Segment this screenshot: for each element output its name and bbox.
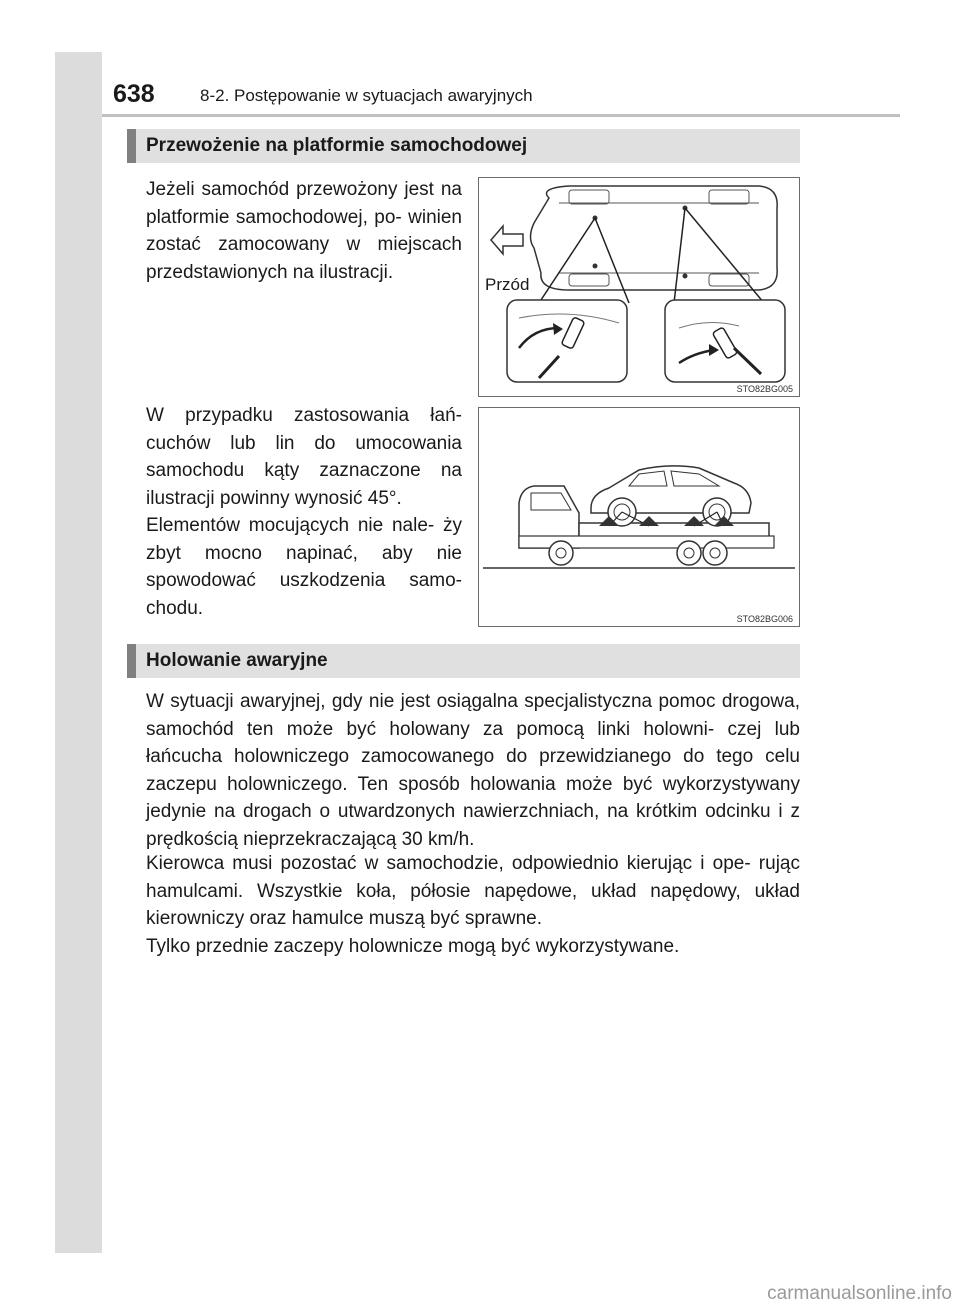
section-title: Przewożenie na platformie samochodowej xyxy=(146,135,528,156)
figure-flatbed-truck xyxy=(478,407,800,627)
section-title: Holowanie awaryjne xyxy=(146,650,328,671)
flatbed-truck-illustration xyxy=(479,408,799,626)
paragraph-transport-intro: Jeżeli samochód przewożony jest na platformie samochodowej, po- winien zostać zamocowany w miejscach przedstawionych na ilustracji. xyxy=(146,179,462,283)
chapter-title: 8-2. Postępowanie w sytuacjach awaryjnych xyxy=(200,86,533,105)
paragraph-emergency-towing: W sytuacji awaryjnej, gdy nie jest osiągalna specjalistyczna pomoc drogowa, samochód ten może być holowany za pomocą linki holowni- czej lub łańcucha holowniczego zamocowanego do przewidzianego do tego celu zaczepu holowniczego. Ten sposób holowania może być wykorzystywany jedynie na drogach o utwardzonych nawierzchniach, na krótkim odcinku i z prędkością nieprzekraczającą 30 km/h. xyxy=(146,691,800,850)
figure-code: STO82BG006 xyxy=(736,614,793,624)
paragraph-driver-requirements: Kierowca musi pozostać w samochodzie, odpowiednio kierując i ope- rując hamulcami. Wszystkie koła, półosie napędowe, układ napędowy, układ kierowniczy oraz hamulce muszą być sprawne. xyxy=(146,853,800,929)
watermark: carmanualsonline.info xyxy=(767,1283,952,1304)
figure-tie-down-points xyxy=(478,177,800,397)
header-divider xyxy=(102,114,900,117)
figure-code: STO82BG005 xyxy=(736,384,793,394)
front-arrow-icon xyxy=(491,226,523,254)
paragraph-front-hooks: Tylko przednie zaczepy holownicze mogą być wykorzystywane. xyxy=(146,936,680,957)
section-header-emergency-towing xyxy=(127,644,800,678)
side-band xyxy=(55,52,102,1253)
paragraph-tension-warning: Elementów mocujących nie nale- ży zbyt mocno napinać, aby nie spowodować uszkodzenia samo- chodu. xyxy=(146,515,462,619)
paragraph-chain-angle: W przypadku zastosowania łań- cuchów lub lin do umocowania samochodu kąty zaznaczone na ilustracji powinny wynosić 45°. xyxy=(146,405,462,509)
section-header-transport xyxy=(127,129,800,163)
front-label: Przód xyxy=(485,275,530,294)
page-number: 638 xyxy=(113,80,155,108)
